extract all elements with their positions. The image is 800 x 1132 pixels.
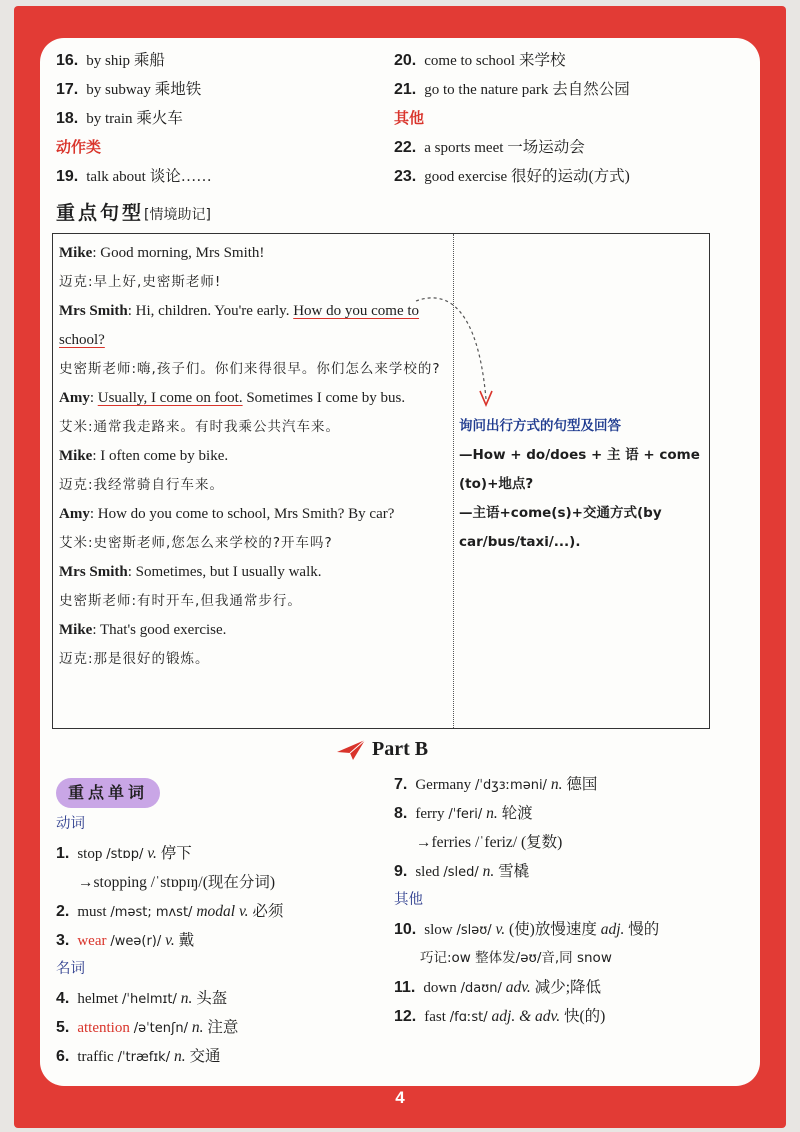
dialogue-translation: 史密斯老师:嗨,孩子们。你们来得很早。你们怎么来学校的? <box>59 361 441 377</box>
list-item: 6. traffic /ˈtræfɪk/ n. 交通 <box>56 1048 221 1065</box>
category-label: 其他 <box>394 109 425 127</box>
paper-plane-icon <box>336 739 366 761</box>
dialogue-translation: 迈克:那是很好的锻炼。 <box>59 651 210 667</box>
dialogue-translation: 史密斯老师:有时开车,但我通常步行。 <box>59 593 302 609</box>
category-label: 其他 <box>394 892 423 908</box>
list-item: 7. Germany /ˈdʒɜːməni/ n. 德国 <box>394 776 598 793</box>
page-number: 4 <box>395 1088 405 1107</box>
list-item: 19. talk about 谈论…… <box>56 168 212 185</box>
list-item: 8. ferry /ˈferi/ n. 轮渡 <box>394 805 533 822</box>
dialogue-box <box>52 233 710 729</box>
dialogue-translation: 艾米:通常我走路来。有时我乘公共汽车来。 <box>59 419 341 435</box>
list-item: 5. attention /əˈtenʃn/ n. 注意 <box>56 1019 239 1036</box>
dialogue-translation: 迈克:早上好,史密斯老师! <box>59 274 222 290</box>
list-item: 11. down /daʊn/ adv. 减少;降低 <box>394 979 601 996</box>
category-label: 名词 <box>56 961 85 977</box>
list-item: 17. by subway 乘地铁 <box>56 81 202 98</box>
list-item: 20. come to school 来学校 <box>394 52 566 69</box>
list-item: 10. slow /sləʊ/ v. (使)放慢速度 adj. 慢的 <box>394 921 660 938</box>
dialogue-line: Mrs Smith: Sometimes, but I usually walk. <box>59 564 322 580</box>
list-item: 12. fast /fɑːst/ adj. & adv. 快(的) <box>394 1008 606 1025</box>
grammar-note: 询问出行方式的句型及回答 —How + do/does + 主 语 + come (to)+地点? —主语+come(s)+交通方式(by car/bus/taxi/...). <box>459 418 700 550</box>
list-item: 2. must /məst; mʌst/ modal v. 必须 <box>56 903 284 920</box>
dialogue-line: Amy: Usually, I come on foot. Sometimes I come by bus. <box>59 390 406 406</box>
key-sentence: Usually, I come on foot. <box>97 390 243 406</box>
list-item: 21. go to the nature park 去自然公园 <box>394 81 630 98</box>
dialogue-line: Mrs Smith: Hi, children. You're early. How do you come to school? <box>59 303 420 348</box>
key-sentence: How do you come to school? <box>59 303 420 348</box>
list-item: 18. by train 乘火车 <box>56 110 183 127</box>
category-label: 动词 <box>56 816 85 832</box>
list-item: 4. helmet /ˈhelmɪt/ n. 头盔 <box>56 990 228 1007</box>
dialogue-line: Mike: That's good exercise. <box>59 622 227 638</box>
dialogue-translation: 迈克:我经常骑自行车来。 <box>59 477 225 493</box>
part-heading: Part B <box>336 738 428 761</box>
category-label: 动作类 <box>56 138 102 156</box>
dialogue-line: Amy: How do you come to school, Mrs Smith? By car? <box>59 506 395 522</box>
list-item: →ferries /ˈferiz/ (复数) <box>416 834 563 851</box>
section-title: 重点句型[情境助记] <box>56 202 211 224</box>
phrase-list-right <box>394 46 734 191</box>
dialogue-translation: 艾米:史密斯老师,您怎么来学校的?开车吗? <box>59 535 333 551</box>
dialogue <box>59 239 444 674</box>
list-item: →stopping /ˈstɒpɪŋ/(现在分词) <box>78 874 276 891</box>
list-item: 9. sled /sled/ n. 雪橇 <box>394 863 530 880</box>
phrase-list-left <box>56 46 376 191</box>
list-item: 16. by ship 乘船 <box>56 52 165 69</box>
vocab-list-left <box>56 810 386 1071</box>
list-item: 23. good exercise 很好的运动(方式) <box>394 168 630 185</box>
list-item: 22. a sports meet 一场运动会 <box>394 139 585 156</box>
list-item: 1. stop /stɒp/ v. 停下 <box>56 845 192 862</box>
list-item: 3. wear /weə(r)/ v. 戴 <box>56 932 195 949</box>
memory-tip: 巧记:ow 整体发/əʊ/音,同 snow <box>420 950 612 966</box>
vocab-title: 重点单词 <box>56 778 160 808</box>
arrow-icon <box>408 289 498 414</box>
dialogue-line: Mike: I often come by bike. <box>59 448 229 464</box>
dialogue-line: Mike: Good morning, Mrs Smith! <box>59 245 265 261</box>
vocab-list-right <box>394 770 744 1031</box>
